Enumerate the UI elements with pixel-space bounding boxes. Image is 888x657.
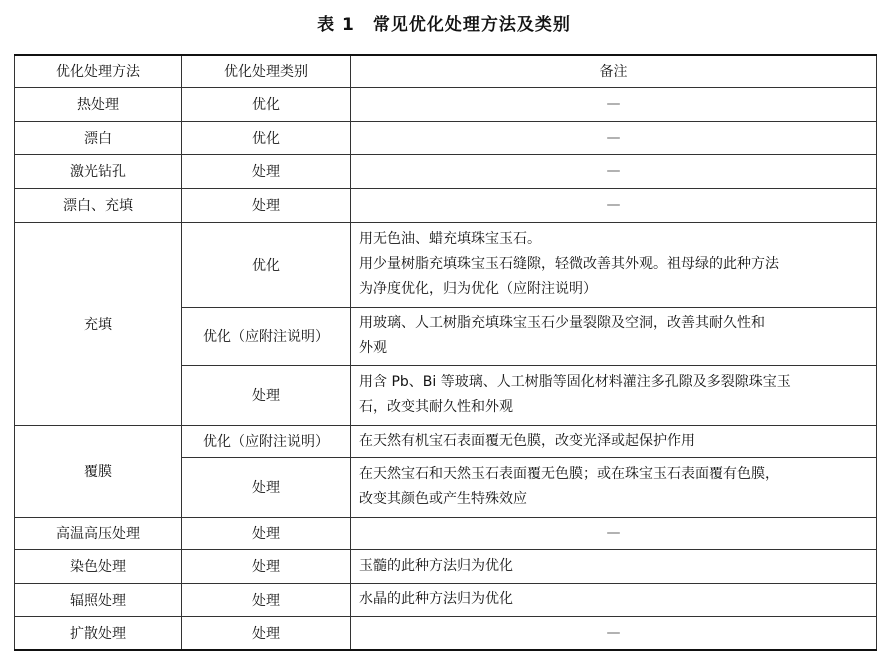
- category-cell: 优化: [182, 222, 351, 307]
- table-row: [15, 517, 877, 549]
- category-cell: 处理: [182, 457, 351, 517]
- note-line: 石，改变其耐久性和外观: [359, 399, 513, 415]
- category-cell: 处理: [182, 154, 351, 188]
- method-cell: 辐照处理: [15, 583, 182, 616]
- note-cell: —: [351, 616, 877, 650]
- table-row: [15, 616, 877, 650]
- note-line: 用无色油、蜡充填珠宝玉石。: [359, 231, 541, 247]
- method-cell: 染色处理: [15, 549, 182, 583]
- method-cell: 漂白: [15, 121, 182, 154]
- table-row: [15, 121, 877, 154]
- column-header-note: 备注: [351, 55, 877, 87]
- note-line: 为净度优化，归为优化（应附注说明）: [359, 281, 597, 297]
- note-cell: 在天然有机宝石表面覆无色膜，改变光泽或起保护作用: [351, 425, 877, 457]
- note-cell: 玉髓的此种方法归为优化: [351, 549, 877, 583]
- note-cell: [351, 307, 877, 365]
- method-cell: 漂白、充填: [15, 188, 182, 222]
- category-cell: 处理: [182, 583, 351, 616]
- note-line: 外观: [359, 340, 387, 356]
- table-row: [15, 583, 877, 616]
- note-cell: —: [351, 154, 877, 188]
- method-cell: 激光钻孔: [15, 154, 182, 188]
- category-cell: 优化（应附注说明）: [182, 307, 351, 365]
- table-row: [15, 188, 877, 222]
- table-row: [15, 549, 877, 583]
- note-cell: —: [351, 121, 877, 154]
- note-cell: 水晶的此种方法归为优化: [351, 583, 877, 616]
- note-cell: —: [351, 188, 877, 222]
- category-cell: 处理: [182, 365, 351, 425]
- note-cell: —: [351, 517, 877, 549]
- note-cell: [351, 365, 877, 425]
- method-cell-fill: 充填: [15, 222, 182, 425]
- note-line: 用含 Pb、Bi 等玻璃、人工树脂等固化材料灌注多孔隙及多裂隙珠宝玉: [359, 374, 791, 390]
- category-cell: 处理: [182, 517, 351, 549]
- note-line: 改变其颜色或产生特殊效应: [359, 491, 527, 507]
- note-line: 用少量树脂充填珠宝玉石缝隙，轻微改善其外观。祖母绿的此种方法: [359, 256, 779, 272]
- table-row: [15, 425, 877, 457]
- category-cell: 优化: [182, 87, 351, 121]
- category-cell: 处理: [182, 549, 351, 583]
- table-header-row: [15, 55, 877, 87]
- note-line: 在天然宝石和天然玉石表面覆无色膜；或在珠宝玉石表面覆有色膜，: [359, 466, 779, 482]
- category-cell: 优化（应附注说明）: [182, 425, 351, 457]
- treatment-methods-table: [14, 54, 877, 651]
- note-cell: [351, 457, 877, 517]
- method-cell: 热处理: [15, 87, 182, 121]
- method-cell: 扩散处理: [15, 616, 182, 650]
- note-cell: [351, 222, 877, 307]
- table-title: 表 1 常见优化处理方法及类别: [317, 15, 571, 35]
- category-cell: 优化: [182, 121, 351, 154]
- category-cell: 处理: [182, 616, 351, 650]
- column-header-category: 优化处理类别: [182, 55, 351, 87]
- category-cell: 处理: [182, 188, 351, 222]
- column-header-method: 优化处理方法: [15, 55, 182, 87]
- table-row: [15, 87, 877, 121]
- method-cell-coat: 覆膜: [15, 425, 182, 517]
- note-line: 用玻璃、人工树脂充填珠宝玉石少量裂隙及空洞，改善其耐久性和: [359, 315, 765, 331]
- table-row: [15, 154, 877, 188]
- table-row: [15, 222, 877, 307]
- method-cell: 高温高压处理: [15, 517, 182, 549]
- note-cell: —: [351, 87, 877, 121]
